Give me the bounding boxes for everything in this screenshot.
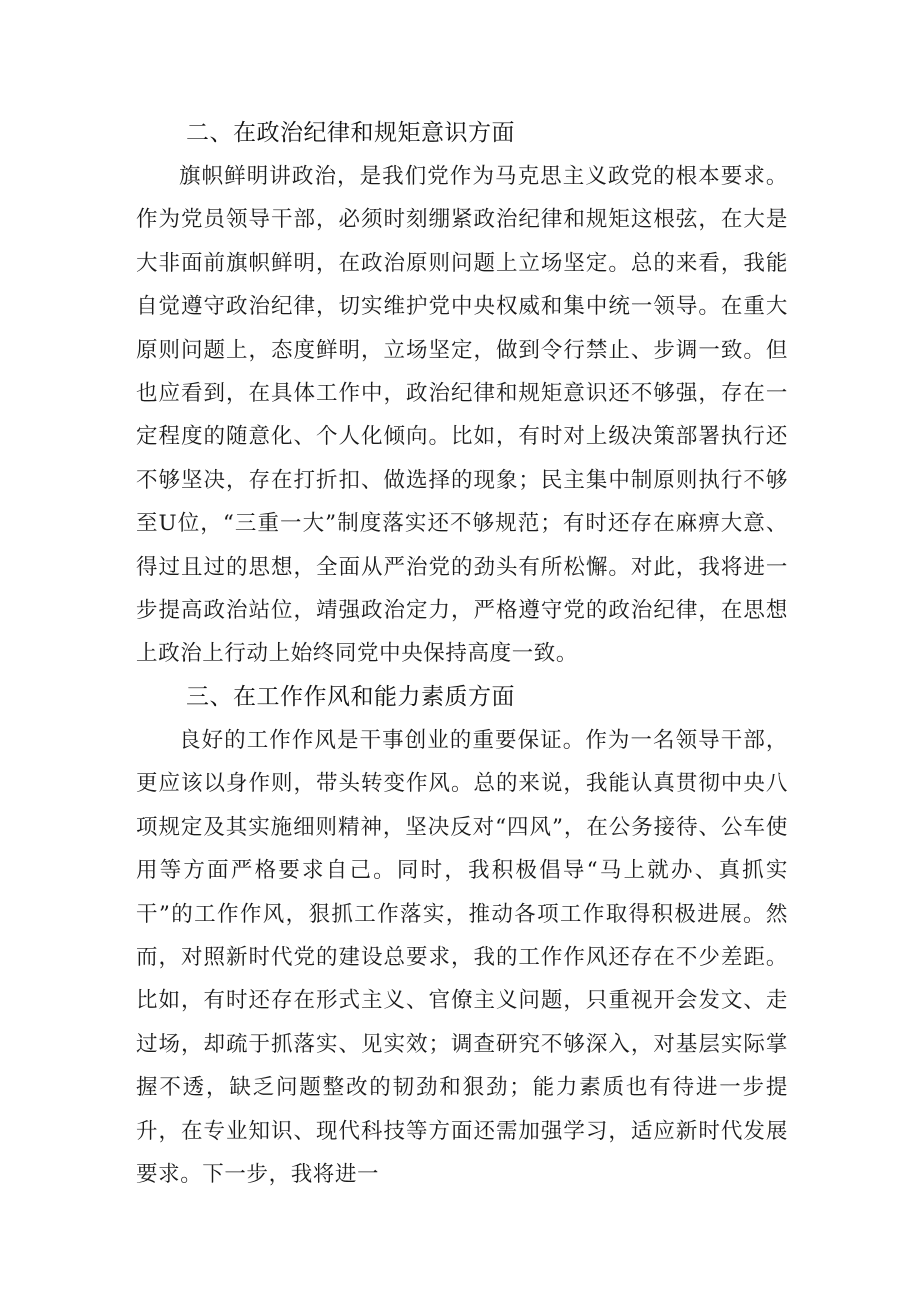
document-body [136,112,788,1196]
section-heading-work-style: 三、在工作作风和能力素质方面 [186,683,515,710]
paragraph-political-discipline: 旗帜鲜明讲政治，是我们党作为马克思主义政党的根本要求。作为党员领导干部，必须时刻绷紧政治纪律和规矩这根弦，在大是大非面前旗帜鲜明，在政治原则问题上立场坚定。总的来看，我能自觉遵守政治纪律，切实维护党中央权威和集中统一领导。在重大原则问题上，态度鲜明，立场坚定，做到令行禁止、步调一致。但也应看到，在具体工作中，政治纪律和规矩意识还不够强，存在一定程度的随意化、个人化倾向。比如，有时对上级决策部署执行还不够坚决，存在打折扣、做选择的现象；民主集中制原则执行不够至U位，“三重一大”制度落实还不够规范；有时还存在麻痹大意、得过且过的思想，全面从严治党的劲头有所松懈。对此，我将进一步提高政治站位，靖强政治定力，严格遵守党的政治纪律，在思想上政治上行动上始终同党中央保持高度一致。 [136,164,788,667]
paragraph-work-style: 良好的工作作风是干事创业的重要保证。作为一名领导干部，更应该以身作则，带头转变作风。总的来说，我能认真贯彻中央八项规定及其实施细则精神，坚决反对“四风”，在公务接待、公车使用等方面严格要求自己。同时，我积极倡导“马上就办、真抓实干”的工作作风，狠抓工作落实，推动各项工作取得积极进展。然而，对照新时代党的建设总要求，我的工作作风还存在不少差距。比如，有时还存在形式主义、官僚主义问题，只重视开会发文、走过场，却疏于抓落实、见实效；调查研究不够深入，对基层实际掌握不透，缺乏问题整改的韧劲和狠劲；能力素质也有待进一步提升，在专业知识、现代科技等方面还需加强学习，适应新时代发展要求。下一步，我将进一 [136,727,788,1187]
section-heading-political-discipline: 二、在政治纪律和规矩意识方面 [186,120,515,146]
